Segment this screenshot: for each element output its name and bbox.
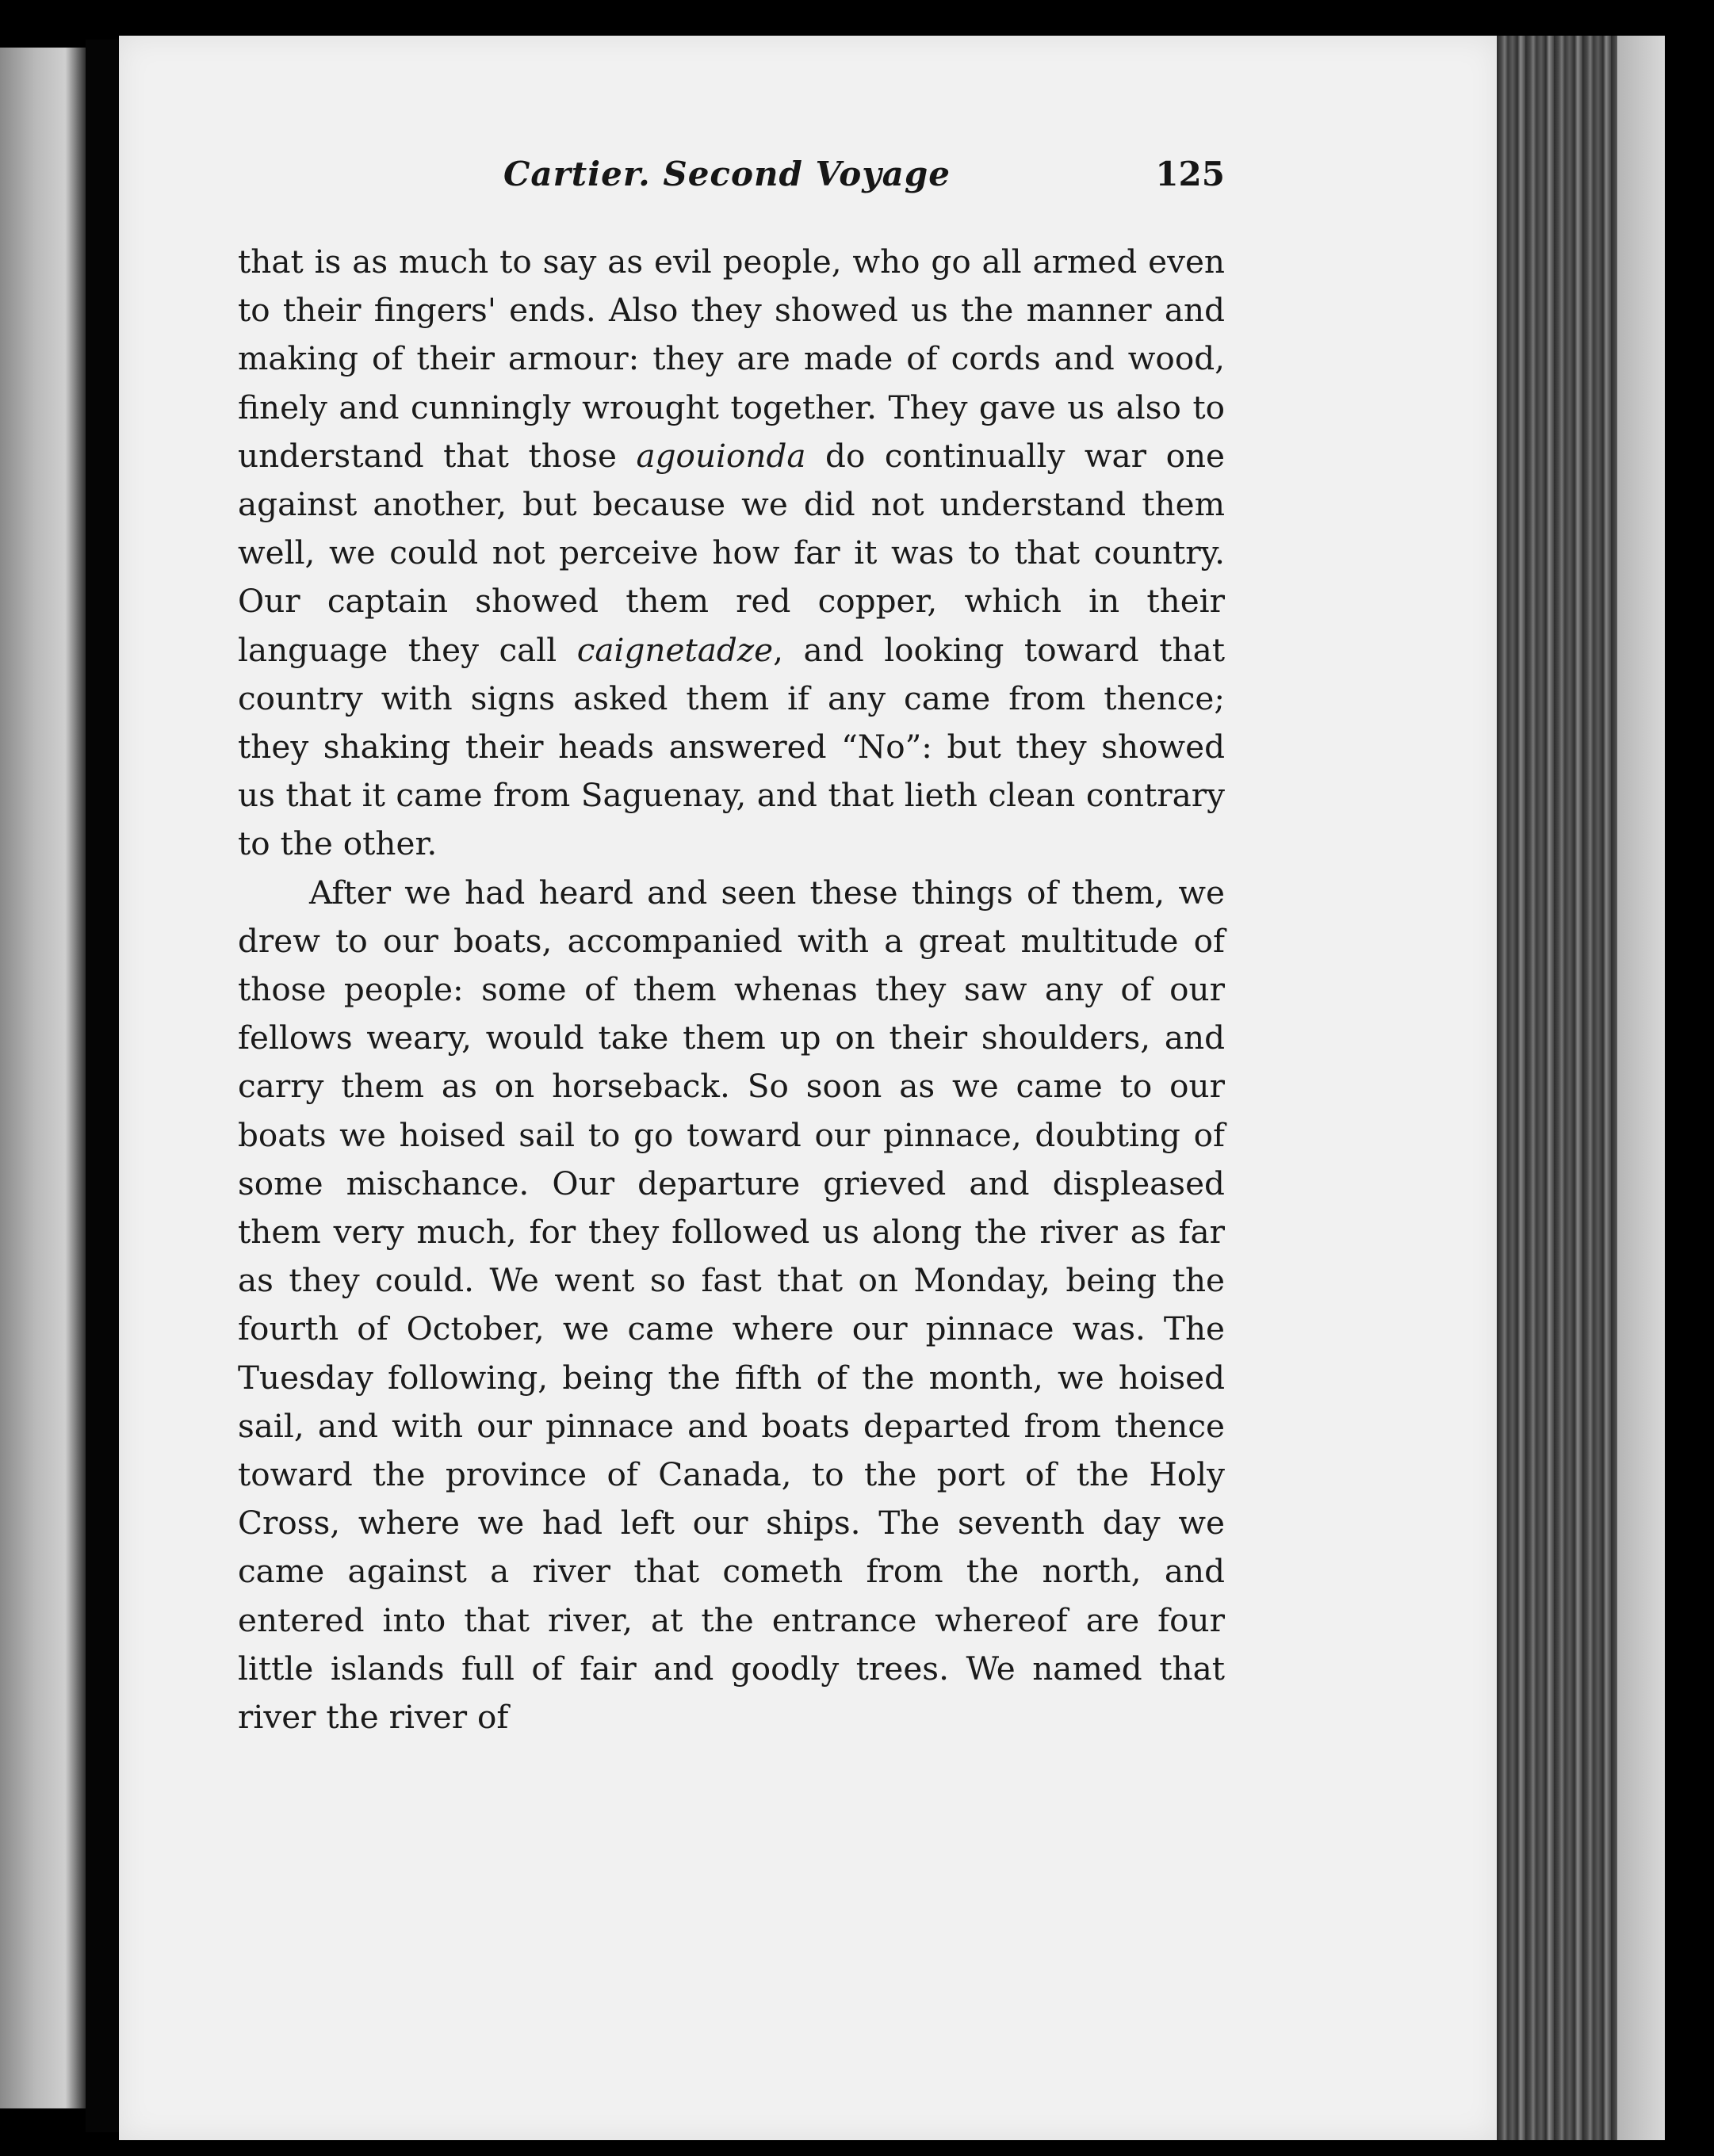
book-cover-edge: [1617, 36, 1665, 2140]
italic-word-agouionda: agouionda: [636, 436, 806, 475]
paragraph-2: After we had heard and seen these things of them, we drew to our boats, accompanied with a great multitude of those people: some of them whenas they saw any of our fellows weary, would take them up on their shoulders, and carry them as on horseback. So soon as we came to our boats we hoised sail to go toward our pinnace, doubting of some mischance. Our departure grieved and displeased them very much, for they followed us along the river as far as they could. We went so fast that on Monday, being the fourth of October, we came where our pinnace was. The Tuesday following, being the fifth of the month, we hoised sail, and with our pinnace and boats departed from thence toward the province of Canada, to the port of the Holy Cross, where we had left our ships. The seventh day we came against a river that cometh from the north, and entered into that river, at the entrance whereof are four little islands full of fair and goodly trees. We named that river the river of: [238, 873, 1225, 1737]
page-number: 125: [1155, 155, 1225, 193]
running-title: Cartier. Second Voyage: [503, 155, 951, 193]
body-text: [238, 238, 1225, 1741]
facing-page-edge: [0, 48, 87, 2108]
book-gutter: [86, 40, 124, 2132]
italic-word-caignetadze: caignetadze: [576, 630, 774, 669]
paragraph-1-text-3: , and looking toward that country with signs asked them if any came from thence; they shaking their heads answered “No”: but they showed us that it came from Saguenay, and that lieth clean contrary to the other.: [238, 630, 1225, 863]
paragraph-1-text-2: do continually war one against another, but because we did not understand them well, we could not perceive how far it was to that country. Our captain showed them red copper, which in their language they call: [238, 436, 1226, 669]
running-head: [238, 155, 1225, 210]
paragraph-1-text-1: that is as much to say as evil people, who go all armed even to their fingers' ends. Also they showed us the manner and making of their armour: they are made of cords and wood, finely and cunningly wrought together. They gave us also to understand that those: [238, 243, 1225, 475]
paragraph-1: [238, 238, 1225, 869]
